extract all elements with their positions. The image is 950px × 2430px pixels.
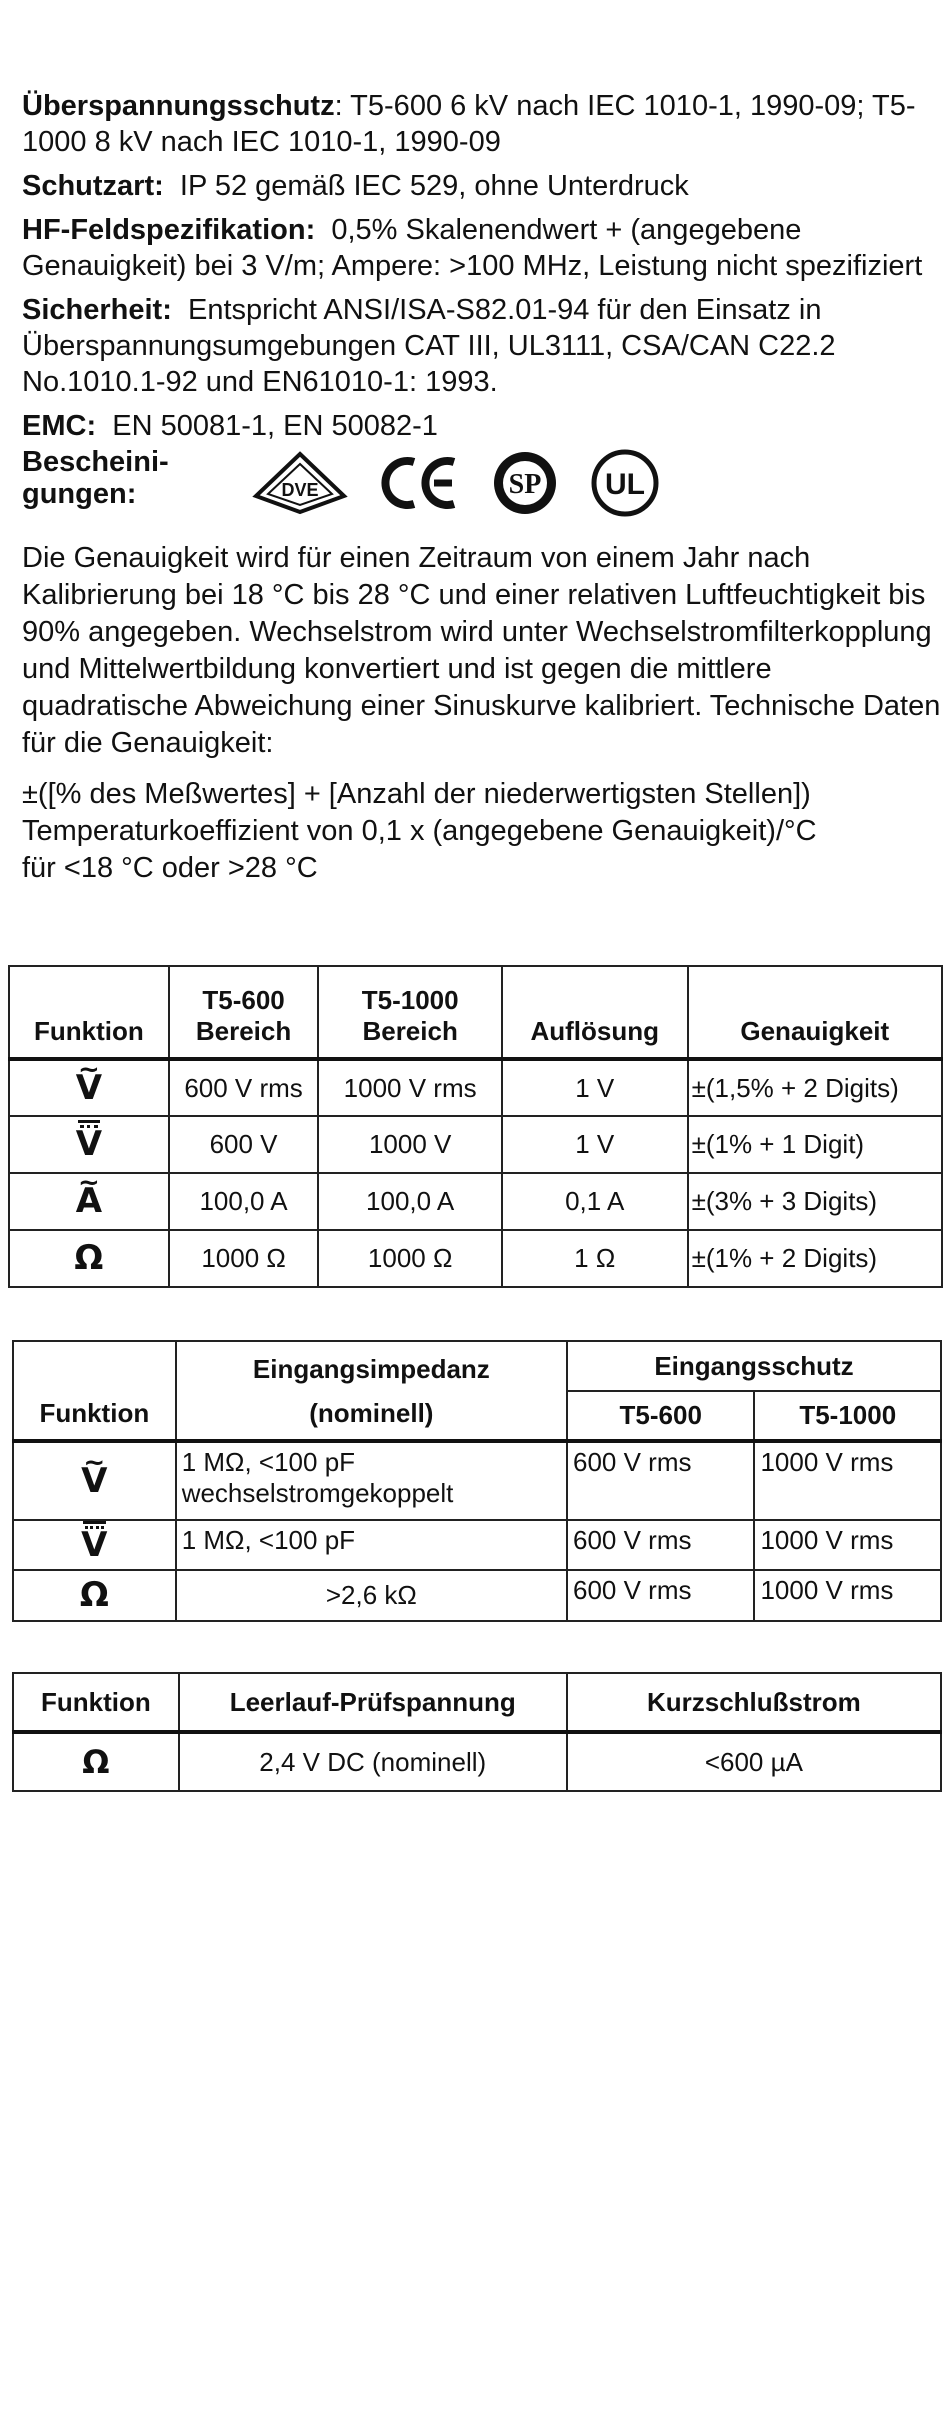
ohm-icon: Ω — [82, 1742, 110, 1781]
spec-safety — [22, 292, 942, 400]
spec-label: Schutzart: — [22, 170, 164, 202]
function-cell — [13, 1732, 179, 1791]
col-header-resolution: Auflösung — [502, 966, 688, 1059]
col-header-short-circuit-current: Kurzschlußstrom — [567, 1673, 941, 1732]
spec-emc — [22, 408, 942, 444]
table-row — [13, 1520, 941, 1570]
range-cell: 1000 Ω — [169, 1230, 319, 1287]
accuracy-cell: ±(1,5% + 2 Digits) — [688, 1059, 942, 1116]
accuracy-cell: ±(3% + 3 Digits) — [688, 1173, 942, 1230]
col-header-t5-1000-range — [318, 966, 502, 1059]
formula-line: für <18 °C oder >28 °C — [22, 852, 318, 884]
ac-voltage-icon: ~ V — [81, 1464, 107, 1498]
spec-label: Überspannungsschutz — [22, 90, 335, 122]
current-cell: <600 µA — [567, 1732, 941, 1791]
spec-label: HF-Feldspezifikation: — [22, 214, 316, 246]
ohm-icon: Ω — [74, 1238, 104, 1278]
ul-mark-icon — [590, 448, 660, 518]
function-cell — [13, 1441, 176, 1520]
formula-line: ±([% des Meßwertes] + [Anzahl der niederwertigsten Stellen]) — [22, 778, 811, 810]
resolution-cell: 0,1 A — [502, 1173, 688, 1230]
range-cell: 100,0 A — [169, 1173, 319, 1230]
impedance-cell: >2,6 kΩ — [176, 1570, 567, 1621]
spec-overvoltage — [22, 88, 942, 160]
col-header-line: Bereich — [362, 1016, 458, 1046]
table-row — [13, 1732, 941, 1791]
resolution-cell: 1 V — [502, 1059, 688, 1116]
range-cell: 1000 V rms — [318, 1059, 502, 1116]
function-cell — [9, 1230, 169, 1287]
range-cell: 600 V rms — [169, 1059, 319, 1116]
col-header-function: Funktion — [9, 966, 169, 1059]
table-header-row — [9, 966, 942, 1059]
dve-mark-text: DVE — [281, 480, 319, 500]
ac-current-icon: ~ A — [76, 1184, 102, 1218]
accuracy-table — [8, 965, 943, 1288]
col-header-function: Funktion — [13, 1341, 176, 1441]
table-header-row — [13, 1673, 941, 1732]
dc-voltage-icon: V — [81, 1524, 108, 1565]
function-cell — [9, 1116, 169, 1173]
spec-text: Entspricht ANSI/ISA-S82.01-94 für den Einsatz in Überspannungsumgebungen CAT III, UL3111, CSA/CAN C22.2 No.1010.1-92 und EN61010-1: 1993. — [22, 294, 844, 398]
col-header-input-protection: Eingangsschutz — [567, 1341, 941, 1391]
certifications-label-line1: Bescheini- — [22, 446, 169, 478]
range-cell: 1000 Ω — [318, 1230, 502, 1287]
protection-cell: 600 V rms — [567, 1520, 754, 1570]
dve-mark-icon — [252, 450, 348, 516]
col-header-t5-1000: T5-1000 — [754, 1391, 941, 1441]
certifications-label-line2: gungen: — [22, 478, 137, 510]
col-header-line: (nominell) — [309, 1397, 434, 1428]
csa-mark-text: SP — [508, 469, 542, 500]
col-header-function: Funktion — [13, 1673, 179, 1732]
certifications-label — [22, 446, 252, 510]
protection-cell: 1000 V rms — [754, 1441, 941, 1520]
spec-label: EMC: — [22, 410, 97, 442]
formula-line: Temperaturkoeffizient von 0,1 x (angegebene Genauigkeit)/°C — [22, 815, 817, 847]
table-row — [9, 1059, 942, 1116]
spec-hf-field — [22, 212, 942, 284]
formula-paragraph — [22, 776, 942, 887]
range-cell: 1000 V — [318, 1116, 502, 1173]
protection-cell: 1000 V rms — [754, 1520, 941, 1570]
accuracy-paragraph: Die Genauigkeit wird für einen Zeitraum von einem Jahr nach Kalibrierung bei 18 °C bis 28 °C und einer relativen Luftfeuchtigkeit bis 90% angegeben. Wechselstrom wird unter Wechselstromfilterkopplung und Mittelwertbildung konvertiert und ist gegen die mittlere quadratische Abweichung einer Sinuskurve kalibriert. Technische Daten für die Genauigkeit: — [22, 542, 941, 759]
function-cell — [9, 1059, 169, 1116]
range-cell: 600 V — [169, 1116, 319, 1173]
col-header-line: T5-600 — [202, 985, 285, 1015]
dc-voltage-icon: V — [75, 1124, 103, 1164]
col-header-t5-600: T5-600 — [567, 1391, 754, 1441]
ce-mark-icon — [378, 450, 460, 516]
csa-mark-icon — [490, 448, 560, 518]
voltage-cell: 2,4 V DC (nominell) — [179, 1732, 567, 1791]
resolution-cell: 1 Ω — [502, 1230, 688, 1287]
col-header-line: T5-1000 — [361, 985, 459, 1015]
function-cell — [13, 1520, 176, 1570]
spec-text: EN 50081-1, EN 50082-1 — [96, 410, 438, 442]
col-header-open-circuit-voltage: Leerlauf-Prüfspannung — [179, 1673, 567, 1732]
table-row — [9, 1230, 942, 1287]
protection-cell: 600 V rms — [567, 1441, 754, 1520]
impedance-cell: 1 MΩ, <100 pF — [176, 1520, 567, 1570]
table-header-row — [13, 1341, 941, 1391]
col-header-line: Eingangsimpedanz — [252, 1353, 490, 1384]
col-header-impedance — [176, 1341, 567, 1441]
accuracy-cell: ±(1% + 1 Digit) — [688, 1116, 942, 1173]
spec-protection — [22, 168, 942, 204]
accuracy-cell: ±(1% + 2 Digits) — [688, 1230, 942, 1287]
ohm-icon: Ω — [79, 1575, 109, 1615]
ac-voltage-icon: ~ V — [76, 1071, 102, 1105]
impedance-coupling: wechselstromgekoppelt — [181, 1478, 454, 1508]
range-cell: 100,0 A — [318, 1173, 502, 1230]
certification-marks — [252, 448, 660, 518]
impedance-value: 1 MΩ, <100 pF — [181, 1447, 356, 1477]
ul-mark-text: UL — [605, 468, 645, 501]
table-row — [13, 1570, 941, 1621]
certifications-row — [22, 446, 942, 538]
test-voltage-table — [12, 1672, 942, 1792]
spec-text: : T5-600 6 kV nach IEC 1010-1, 1990-09; T5-1000 8 kV nach IEC 1010-1, 1990-09 — [22, 90, 916, 158]
protection-cell: 1000 V rms — [754, 1570, 941, 1621]
spec-label: Sicherheit: — [22, 294, 172, 326]
table-row — [9, 1173, 942, 1230]
input-impedance-table — [12, 1340, 942, 1622]
impedance-cell — [176, 1441, 567, 1520]
spec-page — [22, 88, 942, 887]
col-header-accuracy: Genauigkeit — [688, 966, 942, 1059]
function-cell — [9, 1173, 169, 1230]
spec-text: 0,5% Skalenendwert + (angegebene Genauigkeit) bei 3 V/m; Ampere: >100 MHz, Leistung nicht spezifiziert — [22, 214, 923, 282]
col-header-t5-600-range — [169, 966, 319, 1059]
table-row — [13, 1441, 941, 1520]
protection-cell: 600 V rms — [567, 1570, 754, 1621]
function-cell — [13, 1570, 176, 1621]
col-header-line: Bereich — [195, 1016, 292, 1046]
table-row — [9, 1116, 942, 1173]
spec-text: IP 52 gemäß IEC 529, ohne Unterdruck — [163, 170, 689, 202]
resolution-cell: 1 V — [502, 1116, 688, 1173]
